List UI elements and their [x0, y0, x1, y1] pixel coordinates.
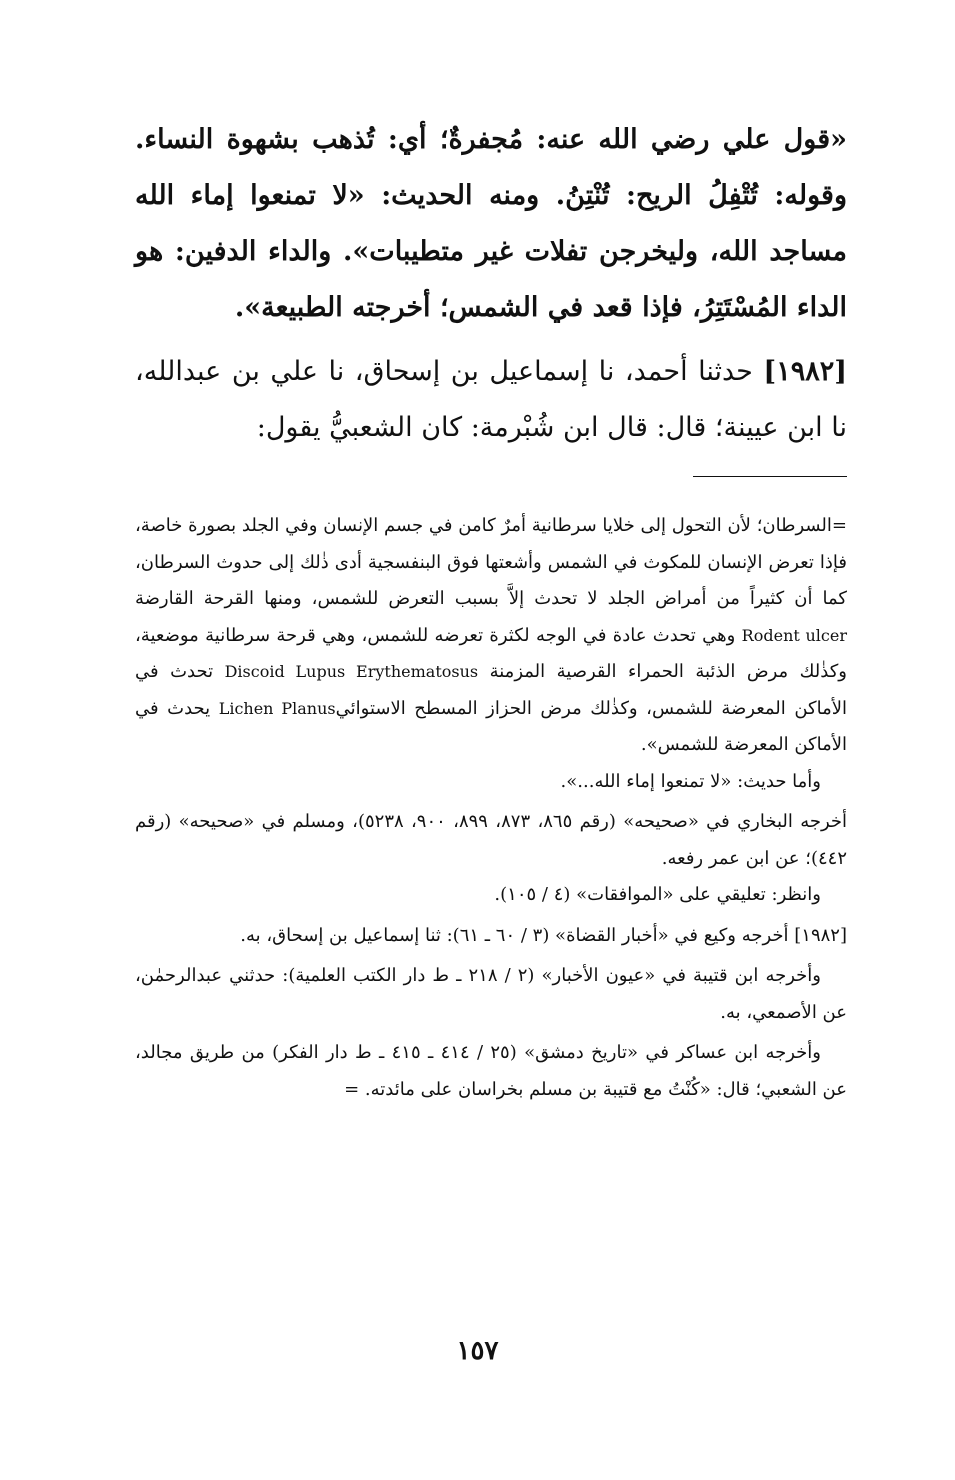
footnote-waki: [١٩٨٢] أخرجه وكيع في «أخبار القضاة» (٣ / ٦٠ ـ ٦١): ثنا إسماعيل بن إسحاق، به.: [240, 924, 847, 946]
footnote-text: =السرطان؛ لأن التحول إلى خلايا سرطانية أمرٌ كامن في جسم الإنسان وفي الجلد بصورة خاصة، فإذا تعرض الإنسان للمكوث في الشمس وأشعتها فوق البنفسجية أدى ذٰلك إلى حدوث السرطان، كما أن كثيراً من أمراض الجلد لا تحدث إلاَّ بسبب التعرض للشمس، ومنها القرحة القارضة: [135, 515, 847, 609]
narration-text: حدثنا أحمد، نا إسماعيل بن إسحاق، نا علي بن عبدالله، نا ابن عيينة؛ قال: قال ابن شُبْرمة: كان الشعبيُّ يقول:: [135, 356, 847, 443]
latin-term: Discoid Lupus Erythematosus: [224, 662, 479, 681]
footnotes-block: [135, 508, 847, 1108]
narration-number: [١٩٨٢]: [763, 356, 847, 387]
footnote-muwafaqat: وانظر: تعليقي على «الموافقات» (٤ / ١٠٥).: [494, 884, 821, 905]
footnote-text: تحدث في الأماكن المعرضة للشمس، وكذٰلك مرض الحزاز المسطح الاستوائي: [135, 661, 847, 719]
latin-term: Rodent ulcer: [741, 625, 847, 645]
footnote-sun-medical: [135, 508, 847, 764]
footnote-bukhari: أخرجه البخاري في «صحيحه» (رقم ٨٦٥، ٨٧٣، ٨٩٩، ٩٠٠، ٥٢٣٨)، ومسلم في «صحيحه» (رقم ٤٤٢)؛ عن ابن عمر رفعه.: [135, 811, 848, 869]
footnote-hadith-intro: وأما حديث: «لا تمنعوا إماء الله...».: [560, 770, 821, 792]
footnote-ibn-qutaybah: وأخرجه ابن قتيبة في «عيون الأخبار» (٢ / ٢١٨ ـ ط دار الكتب العلمية): حدثني عبدالرحمٰن، عن الأصمعي، به.: [135, 965, 847, 1023]
latin-term: Lichen Planus: [218, 698, 336, 718]
main-paragraph-quote: «قول علي رضي الله عنه: مُجفرةٌ؛ أي: تُذهب بشهوة النساء. وقوله: تُتْفِلُ الريح: تُنْتِنُ. ومنه الحديث: «لا تمنعوا إماء الله مساجد الله، وليخرجن تفلات غير متطيبات». والداء الدفين: هو الداء المُسْتَتِرُ، فإذا قعد في الشمس؛ أخرجته الطبيعة».: [135, 124, 847, 323]
page-number: ١٥٧: [456, 1336, 499, 1366]
footnote-separator: [693, 476, 847, 477]
main-paragraph-narration: [135, 344, 847, 456]
main-text-block: [135, 112, 847, 456]
footnote-ibn-asakir: وأخرجه ابن عساكر في «تاريخ دمشق» (٢٥ / ٤١٤ ـ ٤١٥ ـ ط دار الفكر) من طريق مجالد، عن الشعبي؛ قال: «كُنْتُ مع قتيبة بن مسلم بخراسان على مائدته. =: [135, 1042, 847, 1100]
footnote-text: يحدث في الأماكن المعرضة للشمس».: [135, 697, 847, 755]
footnote-text: وهي تحدث عادة في الوجه لكثرة تعرضه للشمس، وهي قرحة سرطانية موضعية، وكذٰلك مرض الذئبة الحمراء القرصية المزمنة: [135, 624, 848, 682]
